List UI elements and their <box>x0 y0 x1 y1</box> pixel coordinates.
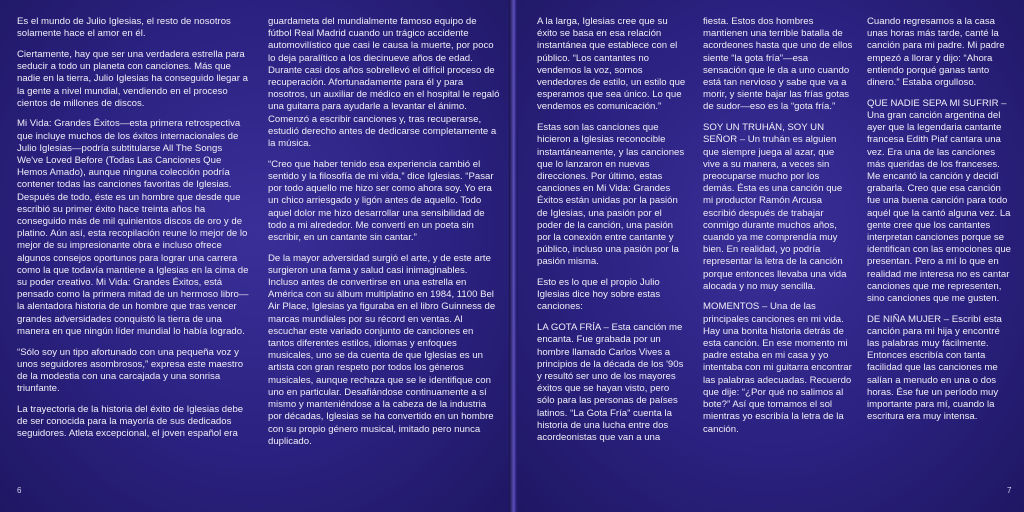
paragraph: La trayectoria de la historia del éxito de Iglesias debe de ser conocida para la mayoría de sus dedicados seguidores. Atleta excepcional, el joven español era <box>17 403 244 440</box>
paragraph: Estas son las canciones que hicieron a Iglesias reconocible instantáneamente, y las canciones que lo lanzaron en nuevas direcciones. Por último, estas canciones en Mi Vida: Grandes Éxitos están unidas por la pasión de Iglesias, una pasión por el poder de la canción, una pasión por la conexión entre cantante y público, incluso una pasión por la pasión misma. <box>537 122 685 268</box>
paragraph: Esto es lo que el propio Julio Iglesias dice hoy sobre estas canciones: <box>537 277 661 313</box>
paragraph: De la mayor adversidad surgió el arte, y de este arte surgieron una fama y salud casi inimaginables. Incluso antes de convertirse en una estrella en América con su álbum multiplatino en 1984, 1100 Bel Air Place, Iglesias ya figuraba en el libro Guinness de marcas mundiales por su récord en ventas. Al escuchar este variado conjunto de canciones en tantos diferentes estilos, idiomas y enfoques musicales, uno se da cuenta de que Iglesias es un artista con gran respeto por todos los géneros musicales, aunque rechaza que se le identifique con uno en particular. Desafiándose continuamente a sí mismo y manteniéndose a la cabeza de la industria por décadas, Iglesias se ha convertido en un hombre con su propio género musical, imitado pero nunca duplicado. <box>268 252 496 447</box>
paragraph: LA GOTA FRÍA – Esta canción me encanta. Fue grabada por un hombre llamado Carlos Vives a principios de la década de los '90s y resultó ser uno de los mayores éxitos que se hayan visto, pero sólo para las personas de países latinos. “La Gota Fría” cuenta la historia de una lucha entre dos acordeonistas que van a una <box>537 322 684 443</box>
right-column-2 <box>703 16 853 444</box>
right-column-1 <box>537 16 687 453</box>
paragraph: DE NIÑA MUJER – Escribí esta canción para mi hija y encontré las palabras muy fácilmente. Entonces escribía con tanta facilidad que las canciones me salían a menudo en una o dos horas. Ése fue un período muy importante para mí, cuando la escritura era muy intensa. <box>867 313 1002 423</box>
paragraph: Ciertamente, hay que ser una verdadera estrella para seducir a todo un planeta con canciones. Más que nadie en la tierra, Julio Iglesias ha conseguido llegar a la gente a nivel mundial, vendiendo en el proceso cientos de millones de discos. <box>17 48 248 109</box>
paragraph: SOY UN TRUHÁN, SOY UN SEÑOR – Un truhán es alguien que siempre juega al azar, que vive a su manera, a veces sin preocuparse mucho por los demás. Ésta es una canción que mi productor Ramón Arcusa escribió después de trabajar conmigo durante muchos años, cuando ya me comprendía muy bien. En realidad, yo podría representar la letra de la canción porque entonces llevaba una vida alocada y no muy sencilla. <box>703 122 847 292</box>
paragraph: fiesta. Estos dos hombres mantienen una terrible batalla de acordeones hasta que uno de ellos siente “la gota fría”—esa sensación que le da a uno cuando está tan nervioso y sabe que va a morir, y siente bajar las frías gotas de sudor—eso es la “gota fría.” <box>703 16 853 113</box>
paragraph: QUE NADIE SEPA MI SUFRIR – Una gran canción argentina del ayer que la legendaria cantante francesa Edith Piaf cantara una vez. Era una de las canciones más queridas de los franceses. Me encantó la canción y decidí grabarla. Creo que esa canción fue una buena canción para todo aquél que la cantó alguna vez. La gente cree que los cantantes interpretan canciones porque se identifican con las emociones que presentan. Pero a mí lo que en realidad me interesa no es cantar canciones que me representen, sino canciones que me gusten. <box>867 97 1011 304</box>
paragraph: Cuando regresamos a la casa unas horas más tarde, canté la canción para mi padre. Mi padre empezó a llorar y dijo: “Ahora entiendo porqué ganas tanto dinero.” Estaba orgulloso. <box>867 16 1005 89</box>
paragraph: guardameta del mundialmente famoso equipo de fútbol Real Madrid cuando un trágico accidente automovilístico que casi le causa la muerte, por poco lo deja paralítico a los diecinueve años de edad. Durante casi dos años sobrellevó el difícil proceso de recuperación. Afortunadamente para él y para nosotros, un auxiliar de médico en el hospital le regaló una guitarra para ayudarle a levantar el ánimo. Comenzó a escribir canciones y, tras recuperarse, estudió derecho antes de dedicarse completamente a la música. <box>268 16 500 150</box>
left-column-1 <box>17 16 249 449</box>
left-column-2 <box>268 16 500 456</box>
paragraph: “Creo que haber tenido esa experiencia cambió el sentido y la filosofía de mi vida,” dice Iglesias. “Pasar por todo aquello me hizo ser como ahora soy. Yo era un chico arriesgado y ligón antes de aquello. Todo aquel dolor me hizo desarrollar una sensibilidad de todo a mi alrededor. Me convertí en un poeta sin escribir, en un cantante sin cantar.” <box>268 158 494 243</box>
page-number-left: 6 <box>17 486 22 495</box>
paragraph: A la larga, Iglesias cree que su éxito se basa en esa relación instantánea que establece con el público. “Los cantantes no vendemos la voz, somos vendedores de estilo, un estilo que esperamos que sea único. Lo que vendemos es comunicación.” <box>537 16 686 113</box>
right-column-3 <box>867 16 1013 432</box>
paragraph: Mi Vida: Grandes Éxitos—esta primera retrospectiva que incluye muchos de los éxitos internacionales de Julio Iglesias—podría subtitularse All The Songs We've Loved Before (Todas Las Canciones Que Hemos Amado), aunque ninguna colección podría contener todas las canciones favoritas de Iglesias. Después de todo, éste es un hombre que desde que escribió su primer éxito hace treinta años ha conseguido más de mil quinientos discos de oro y de platino. Aún así, esta recopilación reune lo mejor de lo mejor de su impresionante obra e incluso ofrece algunos consejos oportunos para lograr una carrera como la que todavía mantiene a Iglesias en la cima de su poder creativo. Mi Vida: Grandes Éxitos, está pensado como la primera mitad de un hermoso libro—la alentadora historia de un hombre que tras vencer grandes adversidades conquistó la tierra de una manera en que ningún líder mundial lo había logrado. <box>17 118 249 337</box>
paragraph: “Sólo soy un tipo afortunado con una pequeña voz y unos seguidores asombrosos,” expresa este maestro de la modestia con una carcajada y una sonrisa triunfante. <box>17 346 244 395</box>
paragraph: Es el mundo de Julio Iglesias, el resto de nosotros solamente hace el amor en él. <box>17 16 231 40</box>
paragraph: MOMENTOS – Una de las principales canciones en mi vida. Hay una bonita historia detrás de esta canción. En ese momento mi padre estaba en mi casa y yo intentaba con mi guitarra encontrar las palabras adecuadas. Recuerdo que dije: “¿Por qué no salimos al bote?” Así que tomamos el sol mientras yo escribía la letra de la canción. <box>703 301 852 435</box>
page-number-right: 7 <box>1007 486 1012 495</box>
